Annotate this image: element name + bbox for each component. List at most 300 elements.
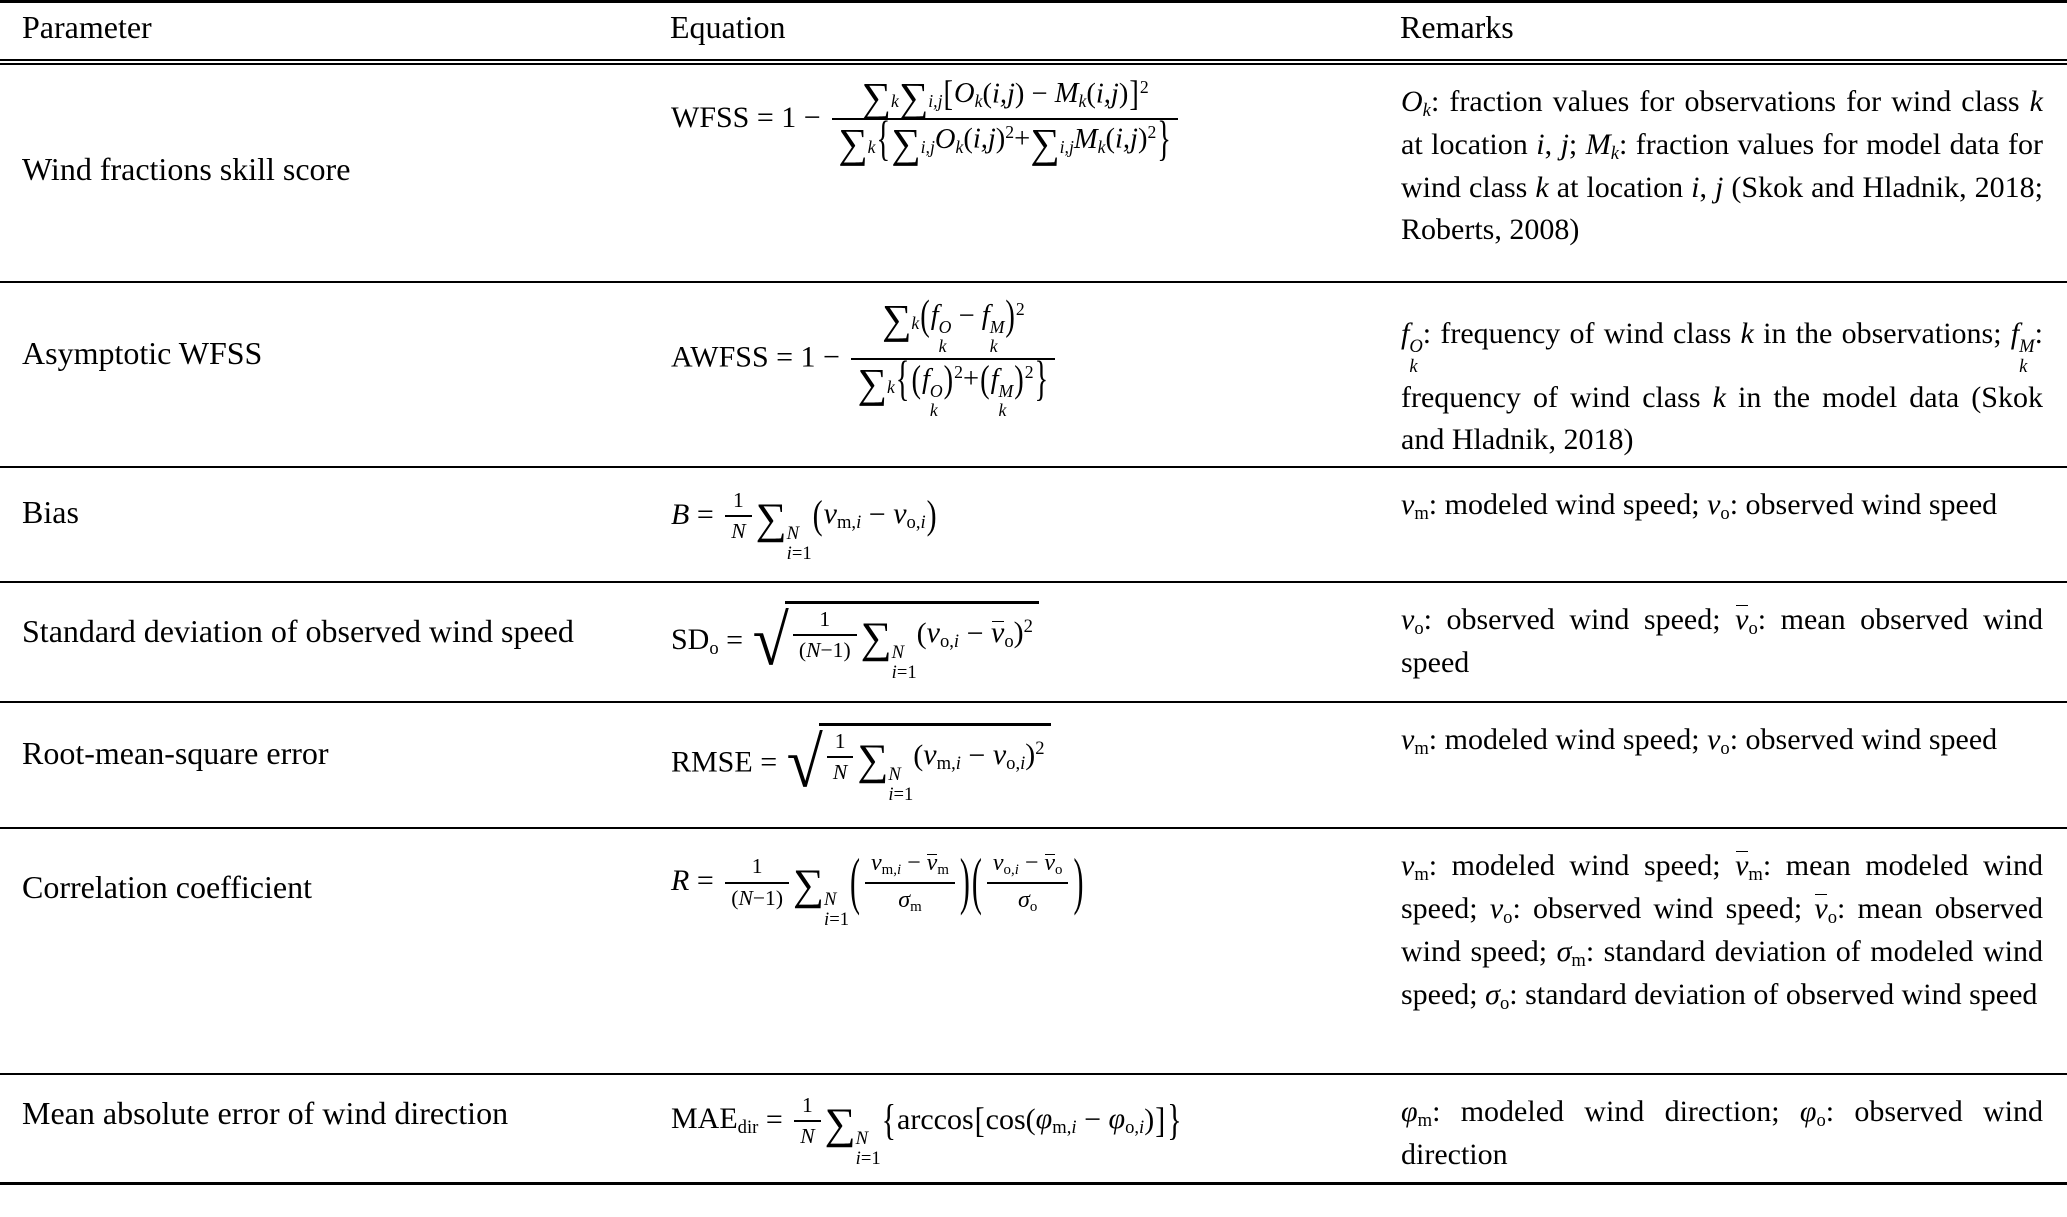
math-token: i,j (1114, 124, 1138, 156)
equation-cell (670, 467, 1400, 582)
math-token (1571, 950, 1585, 971)
math-token (1735, 845, 1763, 888)
math-token: i,j (928, 91, 943, 112)
equation-cell (670, 282, 1400, 467)
math-token (1409, 337, 1422, 357)
math-token (937, 754, 961, 775)
math-token: σ (1018, 886, 1030, 913)
math-token (993, 736, 1025, 775)
math-token: M (2019, 335, 2035, 357)
parameter-cell: Standard deviation of observed wind speed (22, 612, 574, 649)
math-token: − (901, 849, 927, 876)
math-token: 1 (733, 487, 744, 512)
math-token: i (1691, 170, 1700, 204)
math-token (1401, 484, 1429, 527)
math-token: i (786, 543, 792, 565)
math-token (943, 359, 963, 402)
math-delimiter: ( (850, 846, 861, 917)
math-token: v (991, 614, 1004, 652)
math-big-operator: ∑ (857, 735, 889, 784)
math-delimiter: ( (911, 359, 921, 402)
math-token (825, 1100, 881, 1169)
math-token (1828, 907, 1837, 928)
math-token: v (992, 738, 1007, 772)
math-token (1401, 313, 1423, 377)
math-token: i (953, 631, 960, 653)
math-token (921, 137, 935, 157)
math-token: in the model data (Skok and Hladnik, 2018) (1401, 380, 2043, 456)
math-token: o (1748, 617, 1758, 639)
equation-cell (670, 582, 1400, 702)
math-token: o (1720, 502, 1730, 524)
math-token: O (1409, 335, 1423, 357)
math-token: k (1097, 137, 1106, 158)
math-token (1004, 293, 1025, 340)
math-token: i (888, 784, 894, 806)
math-token: k (1740, 316, 1754, 350)
math-token (891, 120, 935, 167)
math-token (756, 495, 812, 564)
math-token: O (954, 78, 975, 110)
math-token: 2 (1015, 298, 1025, 319)
math-token: R (671, 863, 690, 897)
math-token (888, 785, 913, 805)
math-delimiter: ( (920, 293, 930, 340)
math-token (856, 1149, 881, 1169)
math-token (1044, 849, 1062, 880)
math-token: =1 (896, 662, 917, 684)
math-token (1557, 931, 1586, 974)
math-token (910, 899, 922, 915)
math-token (990, 337, 998, 356)
math-token: ) (1137, 124, 1148, 156)
math-delimiter: ( (971, 846, 982, 917)
math-token: i,j (991, 78, 1015, 110)
math-token: : standard deviation of observed wind speed (1509, 978, 2038, 1012)
math-token: N (786, 523, 800, 545)
math-big-operator: ∑ (755, 494, 787, 543)
math-token: ) (1025, 738, 1036, 772)
math-token: m (1414, 502, 1429, 524)
remarks-cell (1400, 467, 2067, 582)
math-token: : observed wind speed; (1423, 602, 1736, 636)
math-token: k (998, 399, 1007, 420)
math-token: : observed wind speed (1729, 722, 1998, 756)
math-token (1748, 618, 1757, 639)
math-token (893, 495, 925, 534)
math-delimiter: ) (926, 493, 937, 539)
math-token (1004, 862, 1019, 878)
math-token (1036, 1100, 1077, 1139)
math-fraction (851, 293, 1055, 420)
math-token: 2 (1139, 76, 1149, 97)
column-header-remarks: Remarks (1400, 9, 1514, 46)
math-token: in the observations; (1753, 316, 2011, 350)
remarks-cell (1400, 828, 2067, 1074)
remarks-cell (1400, 1074, 2067, 1184)
math-denominator (832, 114, 1178, 167)
math-token (1401, 719, 1429, 762)
math-token (1414, 618, 1423, 639)
math-token (1401, 845, 1429, 888)
math-token: O (938, 317, 952, 338)
math-token (1735, 599, 1758, 642)
math-token: 1 (802, 1092, 813, 1117)
math-token: v (923, 738, 937, 772)
math-delimiter: ) (1014, 359, 1024, 402)
math-token: N (824, 889, 837, 911)
math-token: : fraction values for model data for wind class (1401, 127, 2043, 204)
math-token (1707, 484, 1730, 527)
math-token: o (1004, 631, 1014, 653)
math-token: f (1401, 316, 1410, 350)
math-fraction (725, 488, 751, 546)
math-scripts (930, 382, 943, 420)
math-token: v (823, 497, 837, 531)
math-delimiter: } (1167, 1096, 1182, 1145)
math-token: o (1414, 617, 1424, 639)
math-token: 2 (1035, 738, 1045, 760)
sqrt-radical-icon: √ (752, 602, 789, 682)
math-token: N (806, 638, 821, 663)
math-token: i,j (1095, 78, 1119, 110)
math-token: k (1535, 170, 1549, 204)
math-token: M (1073, 124, 1098, 156)
math-token: φ (1035, 1102, 1053, 1136)
math-token (856, 1129, 868, 1149)
math-token (935, 123, 963, 158)
math-token: i,j (972, 124, 996, 156)
math-token (709, 638, 718, 659)
math-token: o (1503, 906, 1513, 928)
math-token (998, 382, 1013, 401)
table-row-sd (0, 582, 2067, 702)
math-token (939, 318, 952, 337)
math-token (1035, 738, 1044, 759)
math-denominator (987, 884, 1069, 917)
math-token (1128, 75, 1149, 115)
math-token: i (920, 512, 926, 534)
math-numerator (794, 1093, 820, 1123)
math-token: f (2010, 316, 2020, 350)
math-token: k (2019, 355, 2028, 377)
math-token: v (1707, 487, 1721, 521)
math-fraction (832, 74, 1178, 167)
math-token: + (1014, 124, 1031, 156)
math-token: RMSE = (671, 744, 785, 778)
math-token: k (929, 399, 938, 420)
math-token: o (1827, 906, 1838, 928)
math-token: : frequency of wind class (1401, 316, 2043, 414)
equation-cell (670, 702, 1400, 828)
math-token: ; (1568, 127, 1586, 161)
math-token: k (1078, 91, 1087, 112)
math-delimiter: ) (959, 846, 970, 917)
math-token: k (955, 137, 964, 158)
math-delimiter: ] (1129, 75, 1139, 115)
math-token (1414, 738, 1428, 759)
math-big-operator: ∑ (838, 120, 868, 167)
sqrt-radical-icon: √ (786, 724, 823, 804)
math-token: ) (1118, 78, 1129, 110)
math-token: −1) (752, 885, 784, 910)
math-token (954, 362, 963, 382)
math-token: m (937, 861, 949, 878)
math-scripts (990, 318, 1005, 356)
math-token: : mean observed wind speed (1401, 602, 2043, 679)
math-token (891, 91, 899, 111)
math-token: ( (1105, 124, 1115, 156)
math-token: v (1401, 602, 1415, 636)
math-token (1125, 1118, 1144, 1139)
math-token: O (934, 124, 956, 156)
math-token: =1 (893, 784, 914, 806)
math-token (898, 74, 943, 121)
math-token: k (911, 313, 920, 334)
math-scripts (998, 382, 1013, 420)
math-token (1707, 719, 1730, 762)
math-token (939, 337, 947, 356)
math-numerator (827, 729, 853, 759)
math-token: − (960, 738, 993, 772)
math-numerator (851, 293, 1055, 361)
math-token: at location (1401, 127, 1537, 161)
math-token (882, 862, 901, 878)
math-token: φ (1108, 1102, 1126, 1136)
math-token: v (1401, 848, 1415, 882)
math-token (824, 910, 849, 930)
math-token (1138, 122, 1156, 157)
math-token: − (1076, 1102, 1109, 1136)
math-token (861, 74, 899, 121)
math-delimiter: [ (943, 75, 954, 115)
math-scripts (824, 890, 849, 930)
math-numerator (725, 854, 789, 884)
math-token (1052, 1118, 1076, 1139)
math-delimiter: { (881, 1096, 897, 1145)
math-token: k (974, 91, 983, 112)
math-token: : modeled wind speed; (1428, 848, 1736, 882)
table-row-bias (0, 467, 2067, 582)
math-token: k (2029, 84, 2043, 118)
math-token: : observed wind speed (1729, 487, 1998, 521)
math-token: 1 (819, 606, 831, 631)
math-token: M (989, 317, 1005, 338)
remarks-cell (1400, 282, 2067, 467)
math-token: 2 (1005, 122, 1015, 143)
math-token (857, 736, 913, 805)
math-scripts (939, 318, 952, 356)
math-token (824, 890, 836, 910)
math-token (671, 1100, 758, 1139)
math-fraction (865, 849, 955, 917)
math-sqrt-body (785, 601, 1039, 684)
math-fraction (794, 1093, 820, 1151)
equation-cell (670, 62, 1400, 282)
math-token (787, 524, 799, 544)
math-token: M (998, 380, 1014, 401)
math-token (2019, 357, 2027, 377)
math-token: N (800, 1124, 815, 1149)
math-token: φ (1799, 1094, 1817, 1128)
math-token: f (930, 300, 939, 332)
math-token: 2 (1147, 122, 1157, 143)
math-token (892, 663, 917, 683)
math-token: o (1720, 737, 1730, 759)
math-token: : fraction values for observations for wind class (1430, 84, 2030, 118)
math-denominator (851, 353, 1055, 420)
math-token: B (671, 497, 690, 531)
math-token: k (886, 376, 895, 397)
math-token (1814, 888, 1837, 931)
math-token (1720, 738, 1729, 759)
math-delimiter: } (1157, 114, 1171, 167)
math-token (1414, 503, 1428, 524)
math-token: M (1054, 78, 1079, 110)
math-token: ( (798, 638, 807, 663)
math-token: k (867, 137, 876, 158)
math-numerator (865, 849, 955, 884)
math-token: i (1139, 1117, 1145, 1139)
math-token: ( (913, 738, 924, 772)
math-token: −1) (820, 638, 851, 663)
math-token (861, 614, 917, 683)
math-token: f (981, 300, 990, 332)
math-token: M (1585, 127, 1611, 161)
math-denominator (827, 758, 853, 786)
math-token: : mean modeled wind speed; (1401, 848, 2043, 925)
math-token (888, 765, 900, 785)
math-token: i,j (1059, 137, 1074, 158)
math-token: σ (898, 886, 911, 913)
math-token: f (990, 363, 999, 395)
math-token: o (709, 637, 719, 659)
math-token: o (1055, 861, 1063, 878)
math-delimiter: ) (1005, 293, 1015, 340)
math-token (868, 137, 876, 157)
math-token: , (1699, 170, 1716, 204)
math-token: m (1414, 863, 1429, 885)
math-delimiter: ( (980, 359, 990, 402)
math-token: − (959, 616, 991, 650)
parameter-cell: Mean absolute error of wind direction (22, 1094, 509, 1131)
math-token (1748, 864, 1762, 885)
math-token: o, (939, 631, 954, 653)
math-token: v (893, 497, 907, 531)
math-token (1500, 993, 1509, 1014)
math-token: v (1735, 845, 1748, 887)
math-token (1816, 1110, 1825, 1131)
math-token: i (856, 512, 862, 534)
math-token: i (824, 909, 830, 931)
math-token (1074, 123, 1106, 158)
math-token: v (871, 849, 882, 876)
math-token: N (891, 642, 905, 664)
math-token: k (938, 336, 947, 357)
math-scripts (856, 1129, 881, 1169)
math-token (1485, 974, 1509, 1017)
math-delimiter: } (1034, 353, 1049, 407)
math-token: 2 (1024, 362, 1034, 383)
math-delimiter: ) (1073, 846, 1084, 917)
math-token (930, 401, 938, 420)
equation-cell (670, 828, 1400, 1074)
math-token: σ (1556, 934, 1572, 968)
math-token (1611, 143, 1619, 164)
math-token (1006, 754, 1025, 775)
math-token: o, (1003, 861, 1015, 878)
math-scripts (1409, 337, 1422, 377)
math-token (1140, 77, 1149, 97)
math-big-operator: ∑ (891, 120, 921, 167)
math-token: : standard deviation of modeled wind speed; (1401, 934, 2043, 1012)
math-token: ( (963, 124, 973, 156)
math-token (787, 544, 812, 564)
math-token (2011, 313, 2035, 377)
math-sqrt-body (819, 723, 1051, 806)
math-token: 2 (954, 362, 963, 383)
math-token: i,j (920, 137, 935, 158)
math-token (1030, 120, 1074, 167)
math-token: o, (906, 512, 921, 534)
math-scripts (787, 524, 812, 564)
math-token (1800, 1091, 1826, 1134)
math-token: N (832, 760, 848, 785)
math-token: v (926, 616, 940, 650)
math-big-operator: ∑ (898, 74, 929, 121)
math-token: : mean observed wind speed; (1401, 891, 2043, 968)
parameter-cell: Root-mean-square error (22, 734, 329, 771)
math-token: k (1422, 99, 1431, 121)
math-token: − (951, 300, 982, 332)
math-big-operator: ∑ (881, 296, 912, 343)
math-big-operator: ∑ (857, 359, 887, 406)
math-token (1414, 864, 1428, 885)
math-token (738, 1118, 759, 1139)
math-token: i (1071, 1117, 1077, 1139)
math-token: m, (936, 753, 956, 775)
math-token: − (1018, 849, 1045, 876)
math-token (1018, 886, 1037, 917)
math-delimiter: ( (812, 493, 823, 539)
math-token: − (861, 497, 894, 531)
math-token: k (890, 91, 899, 112)
math-token: v (1707, 722, 1721, 756)
math-token: o (1029, 898, 1038, 915)
math-numerator (793, 607, 857, 637)
math-delimiter: ] (1155, 1101, 1166, 1141)
math-token: m, (1052, 1117, 1072, 1139)
math-token (871, 849, 901, 880)
math-token: = (718, 622, 751, 656)
math-token (930, 382, 943, 401)
math-token: m (1417, 1109, 1433, 1131)
remarks-cell (1400, 62, 2067, 282)
math-denominator (793, 636, 857, 664)
math-token: k (1610, 142, 1619, 164)
math-token (2019, 337, 2035, 357)
math-token: v (1735, 599, 1748, 641)
math-token: v (1044, 849, 1056, 876)
math-token: v (1814, 888, 1827, 930)
math-token (922, 363, 943, 420)
math-token: o (1499, 993, 1510, 1015)
math-token: o, (1125, 1117, 1140, 1139)
math-token: ( (1086, 78, 1096, 110)
math-token: i (1014, 861, 1019, 878)
math-delimiter: { (895, 353, 910, 407)
math-token: m (1571, 950, 1586, 972)
